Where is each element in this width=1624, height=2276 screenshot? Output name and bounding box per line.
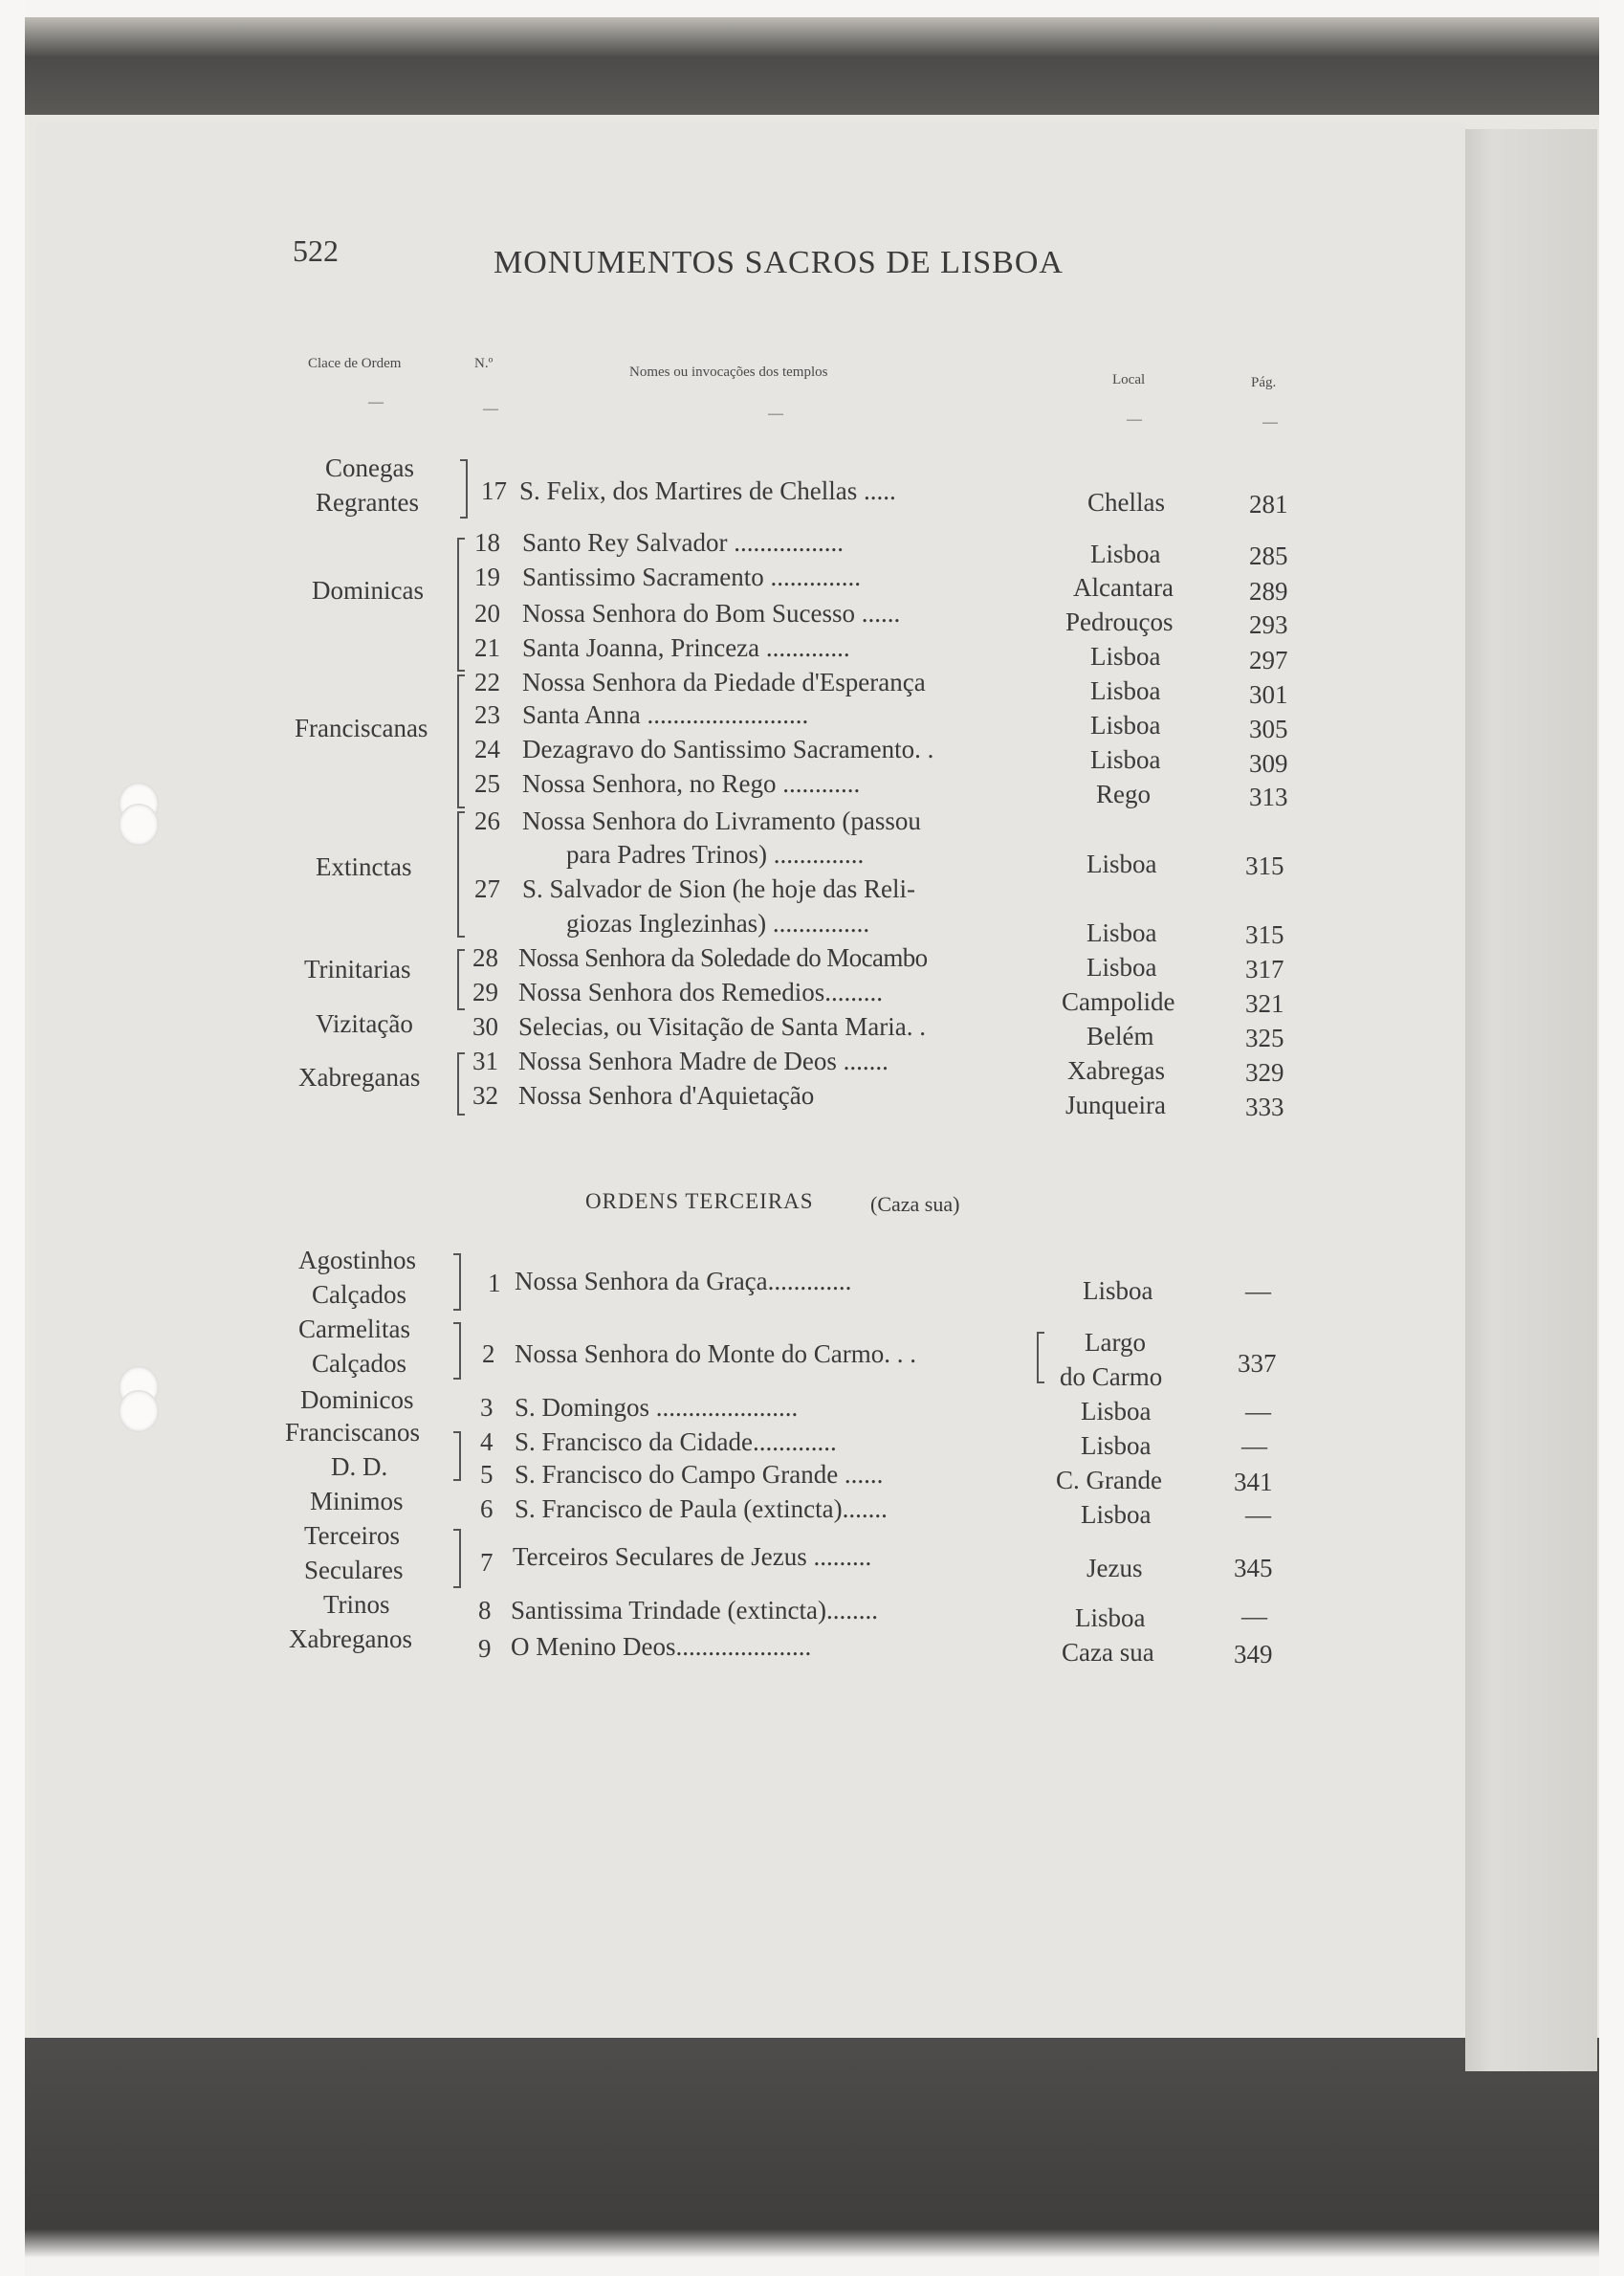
entry-local: Jezus (1086, 1554, 1143, 1582)
entry-number: 17 (481, 476, 507, 505)
entry-name: Nossa Senhora dos Remedios......... (518, 978, 883, 1006)
entry-name: Nossa Senhora da Piedade d'Esperança (522, 668, 926, 696)
entry-number: 6 (480, 1494, 494, 1523)
entry-local: Caza sua (1062, 1638, 1154, 1667)
entry-number: 1 (488, 1269, 501, 1297)
entry-name: S. Francisco do Campo Grande ...... (515, 1460, 884, 1489)
col-dash: — (1127, 411, 1142, 428)
photo-border-left (0, 0, 25, 2276)
col-header-ordem: Clace de Ordem (308, 356, 402, 371)
entry-name: S. Francisco de Paula (extincta)....... (515, 1494, 888, 1523)
entry-local: Lisboa (1081, 1500, 1152, 1529)
entry-name: S. Salvador de Sion (he hoje das Reli- (522, 874, 915, 903)
entry-page: — (1245, 1500, 1271, 1529)
entry-number: 25 (474, 769, 500, 798)
entry-name: Santissimo Sacramento .............. (522, 563, 861, 591)
section-title: ORDENS TERCEIRAS (585, 1189, 814, 1213)
ordem-name: Calçados (312, 1280, 406, 1309)
entry-local: Alcantara (1073, 573, 1174, 602)
entry-number: 4 (480, 1427, 494, 1456)
group-name: Xabreganas (298, 1063, 421, 1092)
ordem-name: Agostinhos (298, 1246, 417, 1274)
entry-local: Campolide (1062, 987, 1175, 1016)
group-name: Regrantes (316, 488, 419, 517)
entry-page: — (1245, 1276, 1271, 1305)
entry-page: 293 (1249, 610, 1288, 639)
entry-local: Lisboa (1090, 711, 1161, 740)
entry-number: 21 (474, 633, 500, 662)
entry-name: Selecias, ou Visitação de Santa Maria. . (518, 1012, 927, 1041)
entry-number: 32 (472, 1081, 498, 1110)
col-dash: — (368, 394, 384, 410)
entry-number: 31 (472, 1047, 498, 1075)
entry-number: 8 (478, 1596, 492, 1624)
group-name: Trinitarias (304, 955, 411, 983)
entry-local: Chellas (1087, 488, 1165, 517)
ordem-name: Xabreganos (289, 1624, 412, 1653)
entry-local: Lisboa (1086, 918, 1157, 947)
entry-page: 297 (1249, 646, 1288, 674)
entry-local: Lisboa (1086, 850, 1157, 878)
group-name: Dominicas (312, 576, 424, 605)
entry-name: Nossa Senhora do Bom Sucesso ...... (522, 599, 901, 628)
col-header-num: N.º (474, 356, 494, 371)
entry-page: 289 (1249, 577, 1288, 606)
entry-name: Nossa Senhora da Soledade do Mocambo (518, 943, 928, 972)
entry-local: Lisboa (1075, 1603, 1146, 1632)
col-header-nomes: Nomes ou invocações dos templos (629, 365, 828, 380)
entry-number: 18 (474, 528, 500, 557)
col-dash: — (768, 406, 783, 422)
entry-name: Nossa Senhora do Livramento (passou (522, 807, 921, 835)
entry-name: Nossa Senhora do Monte do Carmo. . . (515, 1339, 916, 1368)
entry-page: 285 (1249, 541, 1288, 570)
ordem-name: Trinos (323, 1590, 390, 1619)
entry-local: Lisboa (1083, 1276, 1153, 1305)
group-name: Conegas (325, 453, 414, 482)
col-header-local: Local (1112, 372, 1146, 387)
entry-number: 27 (474, 874, 500, 903)
entry-name-continued: giozas Inglezinhas) ............... (566, 909, 870, 938)
entry-number: 2 (482, 1339, 495, 1368)
entry-name: S. Francisco da Cidade............. (515, 1427, 837, 1456)
entry-number: 5 (480, 1460, 494, 1489)
entry-name: S. Domingos ...................... (515, 1393, 799, 1422)
ordem-name: Dominicos (300, 1385, 414, 1414)
page-number: 522 (293, 233, 339, 268)
entry-page: 337 (1238, 1349, 1277, 1378)
entry-page: 315 (1245, 920, 1284, 949)
entry-page: — (1241, 1602, 1267, 1630)
entry-local: Lisboa (1081, 1431, 1152, 1460)
entry-name: Santa Anna ......................... (522, 700, 809, 729)
entry-page: 309 (1249, 749, 1288, 778)
entry-name: Nossa Senhora Madre de Deos ....... (518, 1047, 889, 1075)
entry-page: 325 (1245, 1024, 1284, 1052)
group-name: Vizitação (316, 1009, 413, 1038)
entry-page: 333 (1245, 1093, 1284, 1121)
local-bracket (1037, 1332, 1044, 1383)
entry-local: Lisboa (1081, 1397, 1152, 1425)
ordem-name: Franciscanos (285, 1418, 420, 1447)
entry-number: 7 (480, 1548, 494, 1577)
group-name: Extinctas (316, 852, 412, 881)
section-subtitle: (Caza sua) (870, 1192, 960, 1216)
entry-name-continued: para Padres Trinos) .............. (566, 840, 865, 869)
entry-page: 345 (1234, 1554, 1273, 1582)
entry-local: Lisboa (1090, 676, 1161, 705)
entry-number: 9 (478, 1634, 492, 1663)
photo-border-right (1599, 0, 1624, 2276)
entry-local: Pedrouços (1065, 608, 1174, 636)
entry-name: Nossa Senhora, no Rego ............ (522, 769, 861, 798)
group-bracket (457, 811, 465, 938)
entry-number: 20 (474, 599, 500, 628)
entry-local: Junqueira (1065, 1091, 1166, 1119)
page-title: MONUMENTOS SACROS DE LISBOA (494, 245, 1064, 280)
entry-page: 315 (1245, 851, 1284, 880)
entry-number: 30 (472, 1012, 498, 1041)
entry-number: 29 (472, 978, 498, 1006)
entry-page: 313 (1249, 783, 1288, 811)
entry-page: 305 (1249, 715, 1288, 743)
entry-name: O Menino Deos..................... (511, 1632, 812, 1661)
punch-hole (119, 804, 159, 846)
entry-page: 349 (1234, 1640, 1273, 1668)
entry-local: Belém (1086, 1022, 1154, 1050)
col-header-pag: Pág. (1251, 375, 1277, 390)
entry-page: — (1241, 1431, 1267, 1460)
entry-name: Nossa Senhora da Graça............. (515, 1267, 852, 1295)
group-bracket (453, 1253, 461, 1311)
group-bracket (453, 1322, 461, 1380)
col-dash: — (1262, 414, 1278, 431)
entry-number: 19 (474, 563, 500, 591)
entry-name: Dezagravo do Santissimo Sacramento. . (522, 735, 934, 763)
ordem-name: Terceiros (304, 1521, 401, 1550)
group-bracket (460, 459, 468, 519)
entry-name: Nossa Senhora d'Aquietação (518, 1081, 815, 1110)
photo-border-top (0, 0, 1624, 115)
entry-local: Largo (1085, 1328, 1146, 1357)
punch-hole (119, 1390, 159, 1432)
entry-local: C. Grande (1056, 1466, 1162, 1494)
col-dash: — (483, 401, 498, 417)
entry-page: 321 (1245, 989, 1284, 1018)
ordem-name: Minimos (310, 1487, 404, 1515)
entry-page: 317 (1245, 955, 1284, 983)
entry-number: 26 (474, 807, 500, 835)
entry-page: 281 (1249, 490, 1288, 519)
ordem-name: Carmelitas (298, 1315, 410, 1343)
entry-name: S. Felix, dos Martires de Chellas ..... (519, 476, 896, 505)
group-bracket (457, 538, 465, 672)
ordem-name: Calçados (312, 1349, 406, 1378)
entry-name: Santa Joanna, Princeza ............. (522, 633, 850, 662)
entry-number: 28 (472, 943, 498, 972)
entry-local: Lisboa (1090, 745, 1161, 774)
entry-local: Lisboa (1090, 642, 1161, 671)
entry-local: do Carmo (1060, 1362, 1163, 1391)
entry-local: Xabregas (1067, 1056, 1165, 1085)
entry-page: 301 (1249, 680, 1288, 709)
photo-border-bottom (0, 2038, 1624, 2276)
entry-page: 329 (1245, 1058, 1284, 1087)
group-bracket (453, 1431, 461, 1481)
entry-local: Lisboa (1086, 953, 1157, 982)
entry-number: 3 (480, 1393, 494, 1422)
ordem-name: D. D. (331, 1452, 388, 1481)
entry-name: Santo Rey Salvador ................. (522, 528, 844, 557)
group-bracket (457, 674, 465, 808)
group-bracket (453, 1529, 461, 1588)
entry-number: 22 (474, 668, 500, 696)
ordem-name: Seculares (304, 1556, 404, 1584)
entry-page: — (1245, 1397, 1271, 1425)
entry-local: Rego (1096, 780, 1151, 808)
page-edge (1465, 129, 1597, 2071)
entry-local: Lisboa (1090, 540, 1161, 568)
entry-page: 341 (1234, 1468, 1273, 1496)
group-bracket (457, 949, 465, 1010)
entry-name: Terceiros Seculares de Jezus ......... (513, 1542, 872, 1571)
entry-number: 23 (474, 700, 500, 729)
entry-number: 24 (474, 735, 500, 763)
group-bracket (457, 1052, 465, 1116)
entry-name: Santissima Trindade (extincta)........ (511, 1596, 878, 1624)
group-name: Franciscanas (295, 714, 428, 742)
